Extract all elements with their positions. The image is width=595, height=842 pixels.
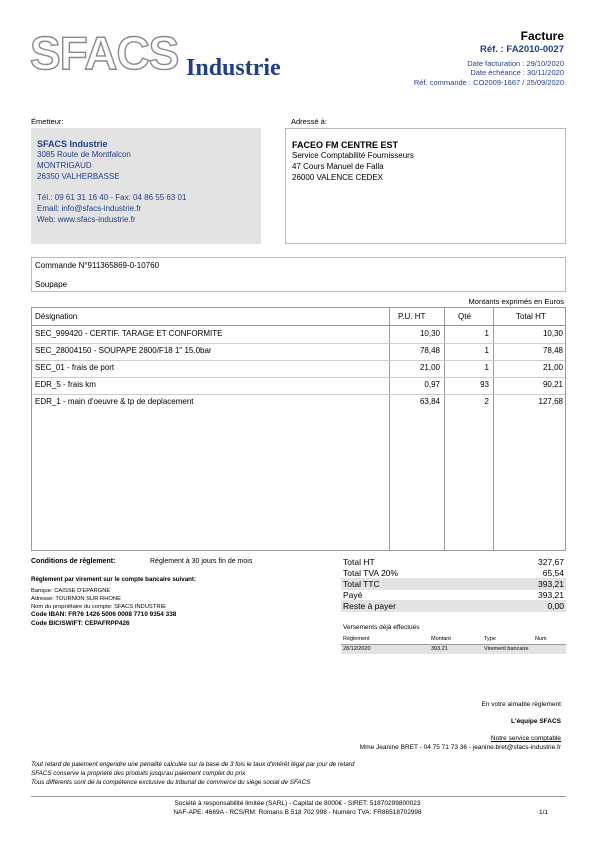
row-3-designation: SEC_01 - frais de port [35, 363, 115, 372]
versements-header-num: Num [535, 636, 547, 642]
total-ht-label: Total HT [343, 557, 375, 567]
versements-title: Versements déjà effectués [343, 624, 420, 631]
legal-note-1: Tout retard de paiement engendre une pénalité calculée sur la base de 3 fois le taux d'intérêt légal par jour de retard [31, 761, 355, 768]
row-4-pu: 0,97 [424, 380, 440, 389]
transfer-title: Règlement par virement sur le compte bancaire suivant: [31, 576, 197, 583]
header-designation: Désignation [35, 312, 78, 321]
total-ht-value: 327,67 [538, 557, 564, 567]
row-1-pu: 10,30 [419, 329, 440, 338]
row-1-total: 10,30 [542, 329, 563, 338]
paid-value: 393,21 [538, 590, 564, 600]
versement-date: 28/12/2020 [343, 646, 371, 652]
col-divider [493, 308, 494, 550]
document-title: Facture [520, 29, 564, 43]
row-divider [32, 360, 565, 361]
closing-contact: Mme Jeanine BRET - 04 75 71 73 36 - jeanine.bret@sfacs-industrie.fr [359, 744, 561, 751]
footer-divider [31, 796, 566, 797]
col-divider [389, 308, 390, 550]
row-2-qty: 1 [484, 346, 489, 355]
order-subject: Soupape [35, 280, 68, 289]
paid-label: Payé [343, 590, 363, 600]
remaining-row [341, 600, 566, 612]
bank-address: Adresse: TOURNON SUR RHONE [31, 596, 121, 602]
bic: Code BIC/SWIFT: CEPAFRPP426 [31, 620, 130, 627]
invoice-date: Date facturation : 29/10/2020 [467, 59, 564, 68]
total-ttc-value: 393,21 [538, 579, 564, 589]
row-3-pu: 21,00 [419, 363, 440, 372]
versements-header-reglement: Règlement [343, 636, 370, 642]
order-number: Commande N°911365869-0-10760 [35, 261, 160, 270]
row-1-qty: 1 [484, 329, 489, 338]
legal-note-2: SFACS conserve la propriété des produits jusqu'au paiement complet du prix [31, 770, 246, 777]
table-header-divider [32, 325, 565, 326]
closing-greeting: En votre aimable règlement [481, 701, 561, 708]
row-1-designation: SEC_999420 - CERTIF. TARAGE ET CONFORMITE [35, 329, 223, 338]
sender-label: Émetteur: [31, 117, 64, 126]
iban: Code IBAN: FR76 1426 5006 0008 7710 9354 338 [31, 611, 177, 618]
row-5-designation: EDR_1 - main d'oeuvre & tp de deplacement [35, 397, 194, 406]
versements-table [341, 636, 566, 654]
total-tva-value: 65,54 [542, 568, 564, 578]
col-divider [444, 308, 445, 550]
row-3-total: 21,00 [542, 363, 563, 372]
total-tva-label: Total TVA 20% [343, 568, 398, 578]
row-2-total: 78,48 [542, 346, 563, 355]
account-owner: Nom du propriétaire du compte: SFACS INDUSTRIE [31, 604, 166, 610]
sender-address-2: MONTRIGAUD [37, 161, 92, 170]
page-number: 1/1 [538, 809, 548, 816]
recipient-address-1: Service Comptabilité Fournisseurs [292, 151, 414, 160]
order-box [31, 257, 566, 292]
row-4-total: 90,21 [542, 380, 563, 389]
versements-header [341, 636, 566, 645]
versements-header-type: Type [484, 636, 496, 642]
footer-line-2: NAF-APE: 4669A - RCS/RM: Romans B 518 702 998 - Numéro TVA: FR86518702998 [173, 809, 422, 816]
legal-note-3: Tous différents sont de la compétence exclusive du tribunal de commerce du siège social de SFACS [31, 779, 311, 786]
row-5-qty: 2 [484, 397, 489, 406]
logo-sfacs: SFACS [30, 27, 179, 79]
row-4-designation: EDR_5 - frais km [35, 380, 96, 389]
sender-email[interactable]: Email: info@sfacs-industrie.fr [37, 204, 142, 213]
row-5-total: 127,68 [538, 397, 563, 406]
remaining-value: 0,00 [547, 601, 564, 611]
footer-line-1: Société à responsabilité limitée (SARL) - Capital de 8000€ - SIRET: 51870299800023 [174, 800, 421, 807]
recipient-address-3: 26000 VALENCE CEDEX [292, 173, 384, 182]
sender-address-1: 3085 Route de Montfalcon [37, 150, 131, 159]
sender-name: SFACS Industrie [37, 139, 108, 149]
recipient-box [285, 128, 566, 244]
bank-name: Banque: CAISSE D'EPARGNE [31, 588, 111, 594]
conditions-label: Conditions de règlement: [31, 558, 116, 565]
versements-header-montant: Montant [431, 636, 451, 642]
header-pu: P.U. HT [398, 312, 426, 321]
row-4-qty: 93 [480, 380, 489, 389]
row-3-qty: 1 [484, 363, 489, 372]
order-ref: Réf. commande : CO2009-1667 / 25/09/2020 [413, 78, 564, 87]
currency-note: Montants exprimés en Euros [468, 297, 564, 306]
items-table [31, 307, 566, 551]
remaining-label: Reste à payer [343, 601, 396, 611]
logo-industrie: Industrie [186, 55, 281, 81]
invoice-ref: Réf. : FA2010-0027 [480, 44, 564, 55]
versement-amount: 393,21 [431, 646, 448, 652]
sender-box [31, 128, 261, 244]
row-2-designation: SEC_28004150 - SOUPAPE 2800/F18 1" 15.0bar [35, 346, 212, 355]
versements-row [341, 645, 566, 654]
conditions-value: Règlement à 30 jours fin de mois [150, 558, 253, 565]
sender-web[interactable]: Web: www.sfacs-industrie.fr [37, 215, 136, 224]
recipient-name: FACEO FM CENTRE EST [292, 140, 399, 150]
closing-team: L'équipe SFACS [511, 718, 561, 725]
recipient-address-2: 47 Cours Manuel de Falla [292, 162, 384, 171]
header-qty: Qté [458, 312, 471, 321]
sender-address-3: 26350 VALHERBASSE [37, 172, 120, 181]
total-ttc-label: Total TTC [343, 579, 380, 589]
header-total: Total HT [516, 312, 546, 321]
due-date: Date échéance : 30/11/2020 [470, 68, 564, 77]
row-2-pu: 78,48 [419, 346, 440, 355]
row-divider [32, 343, 565, 344]
versement-type: Virement bancaire [484, 646, 529, 652]
row-divider [32, 377, 565, 378]
closing-service: Notre service comptable [490, 735, 561, 742]
row-divider [32, 394, 565, 395]
recipient-label: Adressé à: [291, 117, 327, 126]
sender-phone: Tél.: 09 61 31 16 40 - Fax: 04 86 55 63 01 [37, 193, 187, 202]
row-5-pu: 63,84 [419, 397, 440, 406]
